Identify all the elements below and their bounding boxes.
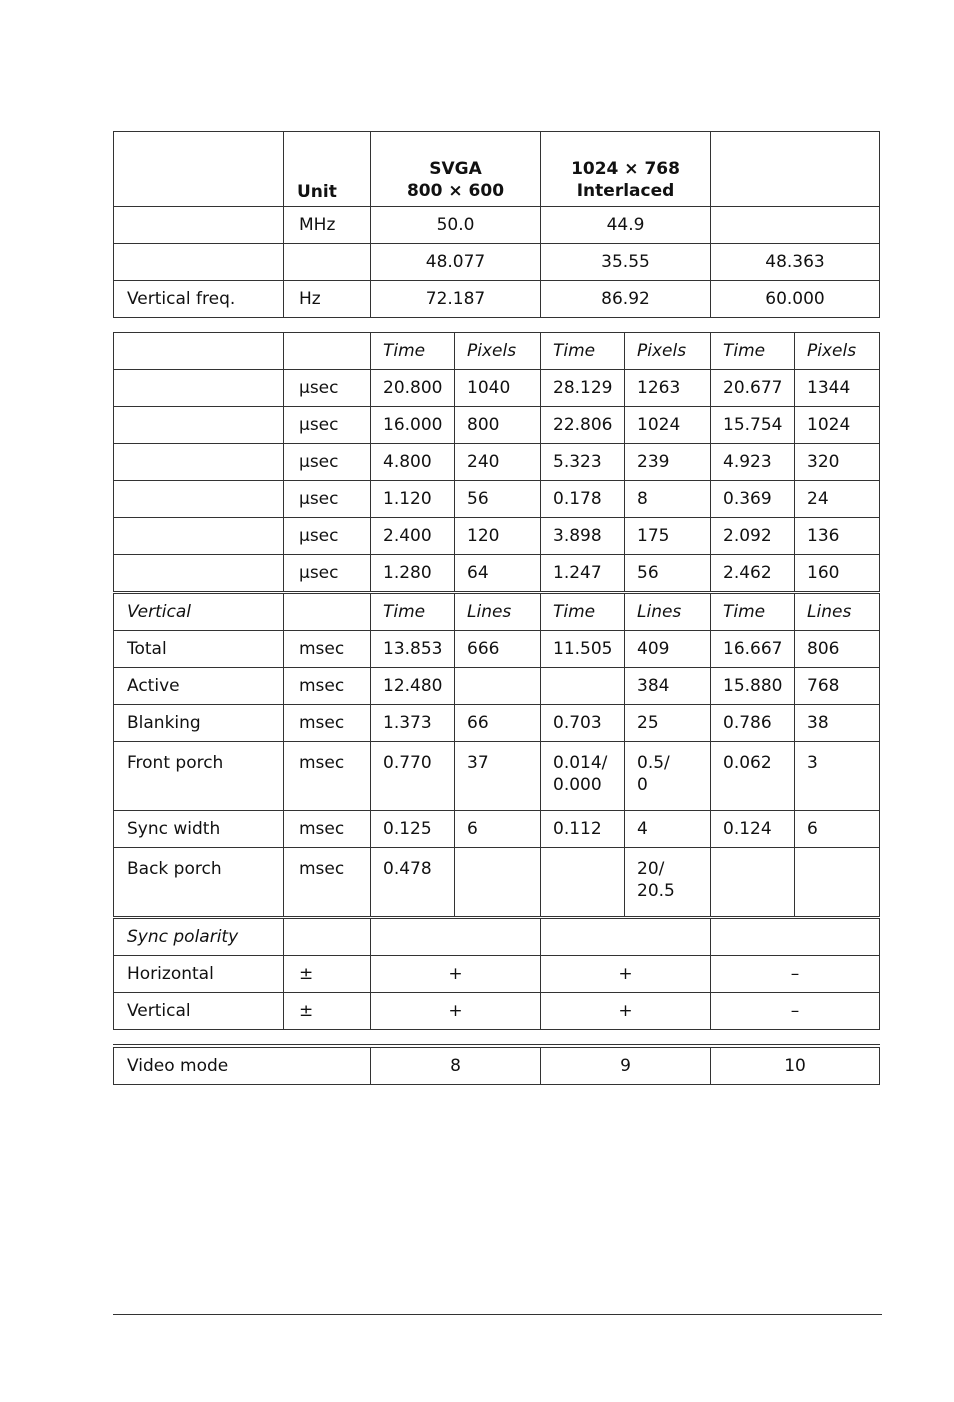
lines-1 — [455, 668, 541, 705]
lines-2-line-a: 0.5/ — [637, 753, 670, 773]
sync-polarity-header-row — [114, 918, 880, 956]
time-2: 1.247 — [541, 555, 625, 593]
row-label — [114, 555, 284, 593]
pixels-2: 56 — [625, 555, 711, 593]
time-2 — [541, 848, 625, 918]
pixels-1: 800 — [455, 407, 541, 444]
lines-3: 768 — [795, 668, 880, 705]
col-time-2: Time — [541, 333, 625, 370]
blank-unit-cell — [284, 333, 371, 370]
lines-2-line-b: 0 — [637, 775, 648, 795]
pixels-2: 175 — [625, 518, 711, 555]
time-3: 0.062 — [711, 742, 795, 811]
lines-2-cell — [625, 848, 711, 918]
row-unit: msec — [284, 742, 371, 811]
time-1: 1.373 — [371, 705, 455, 742]
pixels-1: 120 — [455, 518, 541, 555]
gap-cell — [114, 318, 880, 333]
row-unit: msec — [284, 848, 371, 918]
time-1: 12.480 — [371, 668, 455, 705]
pixels-1: 1040 — [455, 370, 541, 407]
table-row — [114, 848, 880, 918]
lines-2: 409 — [625, 631, 711, 668]
col-pixels-3: Pixels — [795, 333, 880, 370]
blank-cell — [541, 918, 711, 956]
table-row — [114, 281, 880, 318]
row-unit: msec — [284, 811, 371, 848]
time-1: 4.800 — [371, 444, 455, 481]
row-label — [114, 207, 284, 244]
unit-header: Unit — [284, 132, 371, 207]
table-row — [114, 481, 880, 518]
time-3: 0.369 — [711, 481, 795, 518]
row-label: Back porch — [114, 848, 284, 918]
lines-2: 25 — [625, 705, 711, 742]
header-blank-cell — [114, 132, 284, 207]
row-unit: μsec — [284, 518, 371, 555]
lines-1: 66 — [455, 705, 541, 742]
row-label: Total — [114, 631, 284, 668]
lines-1: 37 — [455, 742, 541, 811]
time-2: 5.323 — [541, 444, 625, 481]
xga-value: 44.9 — [541, 207, 711, 244]
pixels-3: 1344 — [795, 370, 880, 407]
lines-2: 4 — [625, 811, 711, 848]
section-gap — [114, 318, 880, 333]
row-unit: ± — [284, 993, 371, 1030]
row-unit: msec — [284, 631, 371, 668]
svga-value: 50.0 — [371, 207, 541, 244]
lines-1: 666 — [455, 631, 541, 668]
time-2 — [541, 668, 625, 705]
col-lines-2: Lines — [625, 593, 711, 631]
table-row — [114, 444, 880, 481]
col3-value: – — [711, 993, 880, 1030]
xga-resolution: 1024 × 768 — [571, 159, 680, 179]
row-label: Front porch — [114, 742, 284, 811]
time-1: 1.120 — [371, 481, 455, 518]
pixels-2: 239 — [625, 444, 711, 481]
time-3: 0.786 — [711, 705, 795, 742]
row-label — [114, 481, 284, 518]
lines-3 — [795, 848, 880, 918]
lines-1 — [455, 848, 541, 918]
video-mode-row — [114, 1046, 880, 1085]
time-2-line-b: 0.000 — [553, 775, 602, 795]
row-label — [114, 407, 284, 444]
xga-value: 35.55 — [541, 244, 711, 281]
row-unit: μsec — [284, 370, 371, 407]
lines-2-line-a: 20/ — [637, 859, 665, 879]
row-unit: μsec — [284, 555, 371, 593]
table-row — [114, 993, 880, 1030]
row-unit: Hz — [284, 281, 371, 318]
video-mode-label: Video mode — [114, 1046, 371, 1085]
svga-header — [371, 132, 541, 207]
blank-cell — [711, 918, 880, 956]
time-2: 0.703 — [541, 705, 625, 742]
horizontal-subheader-row — [114, 333, 880, 370]
row-unit: msec — [284, 705, 371, 742]
row-label: Blanking — [114, 705, 284, 742]
col-time-1: Time — [371, 593, 455, 631]
row-label — [114, 244, 284, 281]
table-row — [114, 555, 880, 593]
row-unit: ± — [284, 956, 371, 993]
time-3: 20.677 — [711, 370, 795, 407]
col3-value — [711, 207, 880, 244]
blank-cell — [371, 918, 541, 956]
row-unit — [284, 244, 371, 281]
row-label — [114, 518, 284, 555]
lines-3: 806 — [795, 631, 880, 668]
col3-value: – — [711, 956, 880, 993]
col-lines-1: Lines — [455, 593, 541, 631]
pixels-3: 24 — [795, 481, 880, 518]
svga-video-mode: 8 — [371, 1046, 541, 1085]
time-2: 3.898 — [541, 518, 625, 555]
col3-video-mode: 10 — [711, 1046, 880, 1085]
time-2: 0.112 — [541, 811, 625, 848]
col3-value: 48.363 — [711, 244, 880, 281]
svga-value: 72.187 — [371, 281, 541, 318]
row-unit: μsec — [284, 407, 371, 444]
table-row — [114, 207, 880, 244]
time-2-line-a: 0.014/ — [553, 753, 608, 773]
lines-2: 384 — [625, 668, 711, 705]
xga-mode: Interlaced — [576, 181, 675, 201]
row-label: Vertical freq. — [114, 281, 284, 318]
footer-rule — [113, 1314, 882, 1315]
lines-3: 3 — [795, 742, 880, 811]
row-unit: μsec — [284, 444, 371, 481]
section-gap — [114, 1030, 880, 1047]
time-3: 15.754 — [711, 407, 795, 444]
table-row — [114, 668, 880, 705]
time-3 — [711, 848, 795, 918]
pixels-1: 64 — [455, 555, 541, 593]
time-2: 28.129 — [541, 370, 625, 407]
gap-cell — [114, 1030, 880, 1047]
vertical-subheader-row — [114, 593, 880, 631]
time-1: 0.770 — [371, 742, 455, 811]
col-time-3: Time — [711, 333, 795, 370]
xga-value: + — [541, 993, 711, 1030]
table-row — [114, 518, 880, 555]
row-unit: msec — [284, 668, 371, 705]
svga-resolution: 800 × 600 — [406, 181, 505, 201]
col-pixels-2: Pixels — [625, 333, 711, 370]
row-unit: MHz — [284, 207, 371, 244]
lines-3: 38 — [795, 705, 880, 742]
lines-2-cell — [625, 742, 711, 811]
lines-3: 6 — [795, 811, 880, 848]
xga-value: + — [541, 956, 711, 993]
blank-unit-cell — [284, 918, 371, 956]
xga-value: 86.92 — [541, 281, 711, 318]
svga-value: 48.077 — [371, 244, 541, 281]
row-label: Active — [114, 668, 284, 705]
vertical-section-title: Vertical — [114, 593, 284, 631]
pixels-3: 160 — [795, 555, 880, 593]
time-2: 11.505 — [541, 631, 625, 668]
xga-video-mode: 9 — [541, 1046, 711, 1085]
pixels-1: 240 — [455, 444, 541, 481]
time-3: 4.923 — [711, 444, 795, 481]
time-1: 16.000 — [371, 407, 455, 444]
table-row — [114, 811, 880, 848]
table-row — [114, 407, 880, 444]
row-label: Vertical — [114, 993, 284, 1030]
pixels-1: 56 — [455, 481, 541, 518]
time-3: 2.092 — [711, 518, 795, 555]
time-1: 0.125 — [371, 811, 455, 848]
table-row — [114, 631, 880, 668]
table-row — [114, 370, 880, 407]
col-time-3: Time — [711, 593, 795, 631]
time-1: 1.280 — [371, 555, 455, 593]
svga-value: + — [371, 956, 541, 993]
pixels-2: 1263 — [625, 370, 711, 407]
header-row — [114, 132, 880, 207]
horizontal-section-title — [114, 333, 284, 370]
row-label — [114, 370, 284, 407]
video-timing-table — [113, 131, 880, 1085]
col-time-2: Time — [541, 593, 625, 631]
lines-1: 6 — [455, 811, 541, 848]
col3-value: 60.000 — [711, 281, 880, 318]
time-2: 22.806 — [541, 407, 625, 444]
time-3: 2.462 — [711, 555, 795, 593]
time-3: 0.124 — [711, 811, 795, 848]
blank-unit-cell — [284, 593, 371, 631]
sync-polarity-title: Sync polarity — [114, 918, 284, 956]
time-1: 0.478 — [371, 848, 455, 918]
time-2: 0.178 — [541, 481, 625, 518]
pixels-3: 136 — [795, 518, 880, 555]
row-label: Horizontal — [114, 956, 284, 993]
row-label: Sync width — [114, 811, 284, 848]
time-3: 16.667 — [711, 631, 795, 668]
table-row — [114, 244, 880, 281]
table-row — [114, 956, 880, 993]
time-2-cell — [541, 742, 625, 811]
col-pixels-1: Pixels — [455, 333, 541, 370]
svga-value: + — [371, 993, 541, 1030]
time-1: 13.853 — [371, 631, 455, 668]
svga-title: SVGA — [429, 159, 482, 179]
table-row — [114, 742, 880, 811]
pixels-3: 320 — [795, 444, 880, 481]
pixels-2: 8 — [625, 481, 711, 518]
time-1: 2.400 — [371, 518, 455, 555]
xga-header — [541, 132, 711, 207]
col-time-1: Time — [371, 333, 455, 370]
col-lines-3: Lines — [795, 593, 880, 631]
row-unit: μsec — [284, 481, 371, 518]
lines-2-line-b: 20.5 — [637, 881, 675, 901]
pixels-3: 1024 — [795, 407, 880, 444]
table-row — [114, 705, 880, 742]
time-3: 15.880 — [711, 668, 795, 705]
row-label — [114, 444, 284, 481]
pixels-2: 1024 — [625, 407, 711, 444]
time-1: 20.800 — [371, 370, 455, 407]
col3-header — [711, 132, 880, 207]
